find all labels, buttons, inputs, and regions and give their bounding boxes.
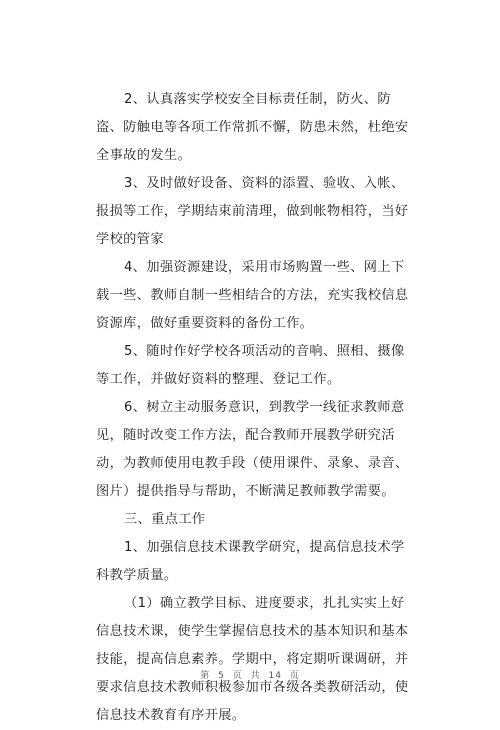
paragraph-item-3: 3、及时做好设备、资料的添置、验收、入帐、报损等工作，学期结束前清理，做到帐物相符，当好学校的管家 <box>96 176 409 247</box>
footer-current-page: 5 <box>218 671 225 681</box>
footer-suffix: 页 <box>289 671 300 681</box>
footer-prefix: 第 <box>200 671 211 681</box>
footer-total-pages: 14 <box>268 671 282 681</box>
paragraph-item-4: 4、加强资源建设，采用市场购置一些、网上下载一些、教师自制一些相结合的方法，充实我校信息资源库，做好重要资料的备份工作。 <box>96 260 409 331</box>
footer-page-word: 页 <box>232 671 243 681</box>
paragraph-subitem-1: （1）确立教学目标、进度要求，扎扎实实上好信息技术课，使学生掌握信息技术的基本知识和基本技能，提高信息素养。学期中，将定期听课调研，并要求信息技术教师积极参加市各级各类教研活动，使信息技术教育有序开展。 <box>96 596 409 723</box>
paragraph-item-2: 2、认真落实学校安全目标责任制，防火、防盗、防触电等各项工作常抓不懈，防患未然，杜绝安全事故的发生。 <box>96 92 409 163</box>
paragraph-item-6: 6、树立主动服务意识，到教学一线征求教师意见，随时改变工作方法，配合教师开展教学研究活动，为教师使用电教手段（使用课件、录象、录音、图片）提供指导与帮助，不断满足教师教学需要。 <box>96 400 409 499</box>
paragraph-item-5: 5、随时作好学校各项活动的音响、照相、摄像等工作，并做好资料的整理、登记工作。 <box>96 344 405 387</box>
footer-total-word: 共 <box>250 671 261 681</box>
page-footer <box>0 668 500 681</box>
section-heading: 三、重点工作 <box>124 512 206 527</box>
document-body <box>96 86 416 730</box>
paragraph-subsection-1: 1、加强信息技术课教学研究，提高信息技术学科教学质量。 <box>96 540 405 583</box>
